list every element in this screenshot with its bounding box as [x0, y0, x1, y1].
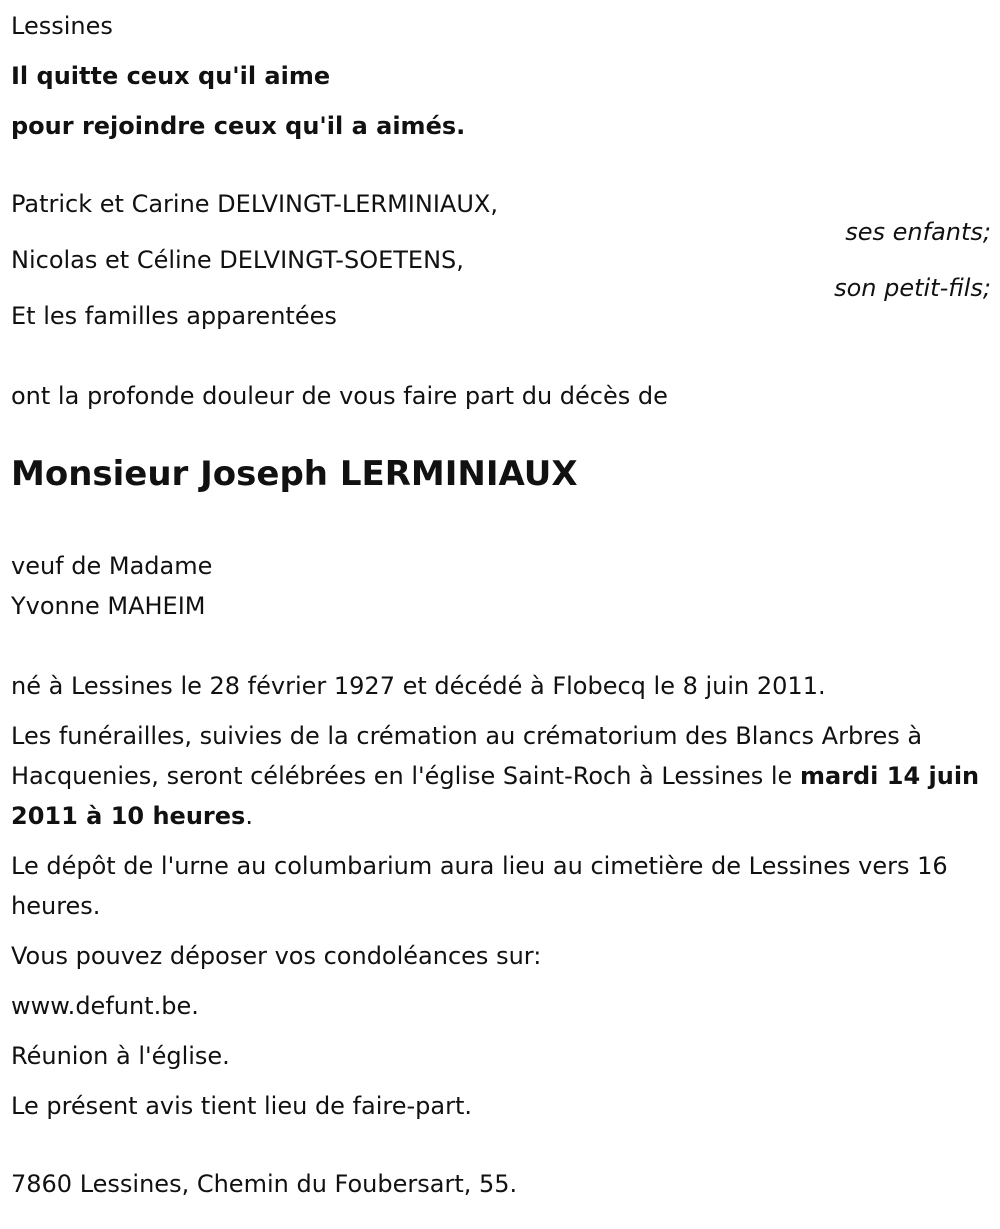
deceased-name: Monsieur Joseph LERMINIAUX	[11, 454, 578, 494]
family-role-children: ses enfants;	[845, 218, 991, 246]
announcement-text: ont la profonde douleur de vous faire part du décès de	[11, 382, 668, 410]
spouse-line-1: veuf de Madame	[11, 552, 213, 580]
funeral-paragraph	[11, 716, 991, 836]
family-role-grandson: son petit-fils;	[834, 274, 991, 302]
city-label: Lessines	[11, 12, 113, 40]
family-address: 7860 Lessines, Chemin du Foubersart, 55.	[11, 1170, 518, 1198]
urn-paragraph: Le dépôt de l'urne au columbarium aura lieu au cimetière de Lessines vers 16 heures.	[11, 852, 948, 920]
family-names-relatives: Et les familles apparentées	[11, 302, 337, 330]
obituary-notice	[11, 6, 991, 1204]
funeral-datetime: mardi 14 juin 2011 à 10 heures	[11, 762, 980, 830]
family-list	[11, 184, 991, 336]
spouse-line-2: Yvonne MAHEIM	[11, 592, 206, 620]
family-names-grandson: Nicolas et Céline DELVINGT-SOETENS,	[11, 246, 464, 274]
birth-death-text: né à Lessines le 28 février 1927 et décédé à Flobecq le 8 juin 2011.	[11, 672, 826, 700]
quote-line-1: Il quitte ceux qu'il aime	[11, 62, 331, 90]
quote-line-2: pour rejoindre ceux qu'il a aimés.	[11, 112, 466, 140]
condolences-website: www.defunt.be.	[11, 992, 199, 1020]
meeting-text: Réunion à l'église.	[11, 1042, 230, 1070]
family-names-children: Patrick et Carine DELVINGT-LERMINIAUX,	[11, 190, 498, 218]
condolences-text: Vous pouvez déposer vos condoléances sur:	[11, 942, 542, 970]
funeral-text: Les funérailles, suivies de la crémation au crématorium des Blancs Arbres à Hacquenies, seront célébrées en l'église Saint-Roch à Lessines le	[11, 722, 923, 790]
funeral-end: .	[245, 802, 253, 830]
notice-text: Le présent avis tient lieu de faire-part.	[11, 1092, 473, 1120]
